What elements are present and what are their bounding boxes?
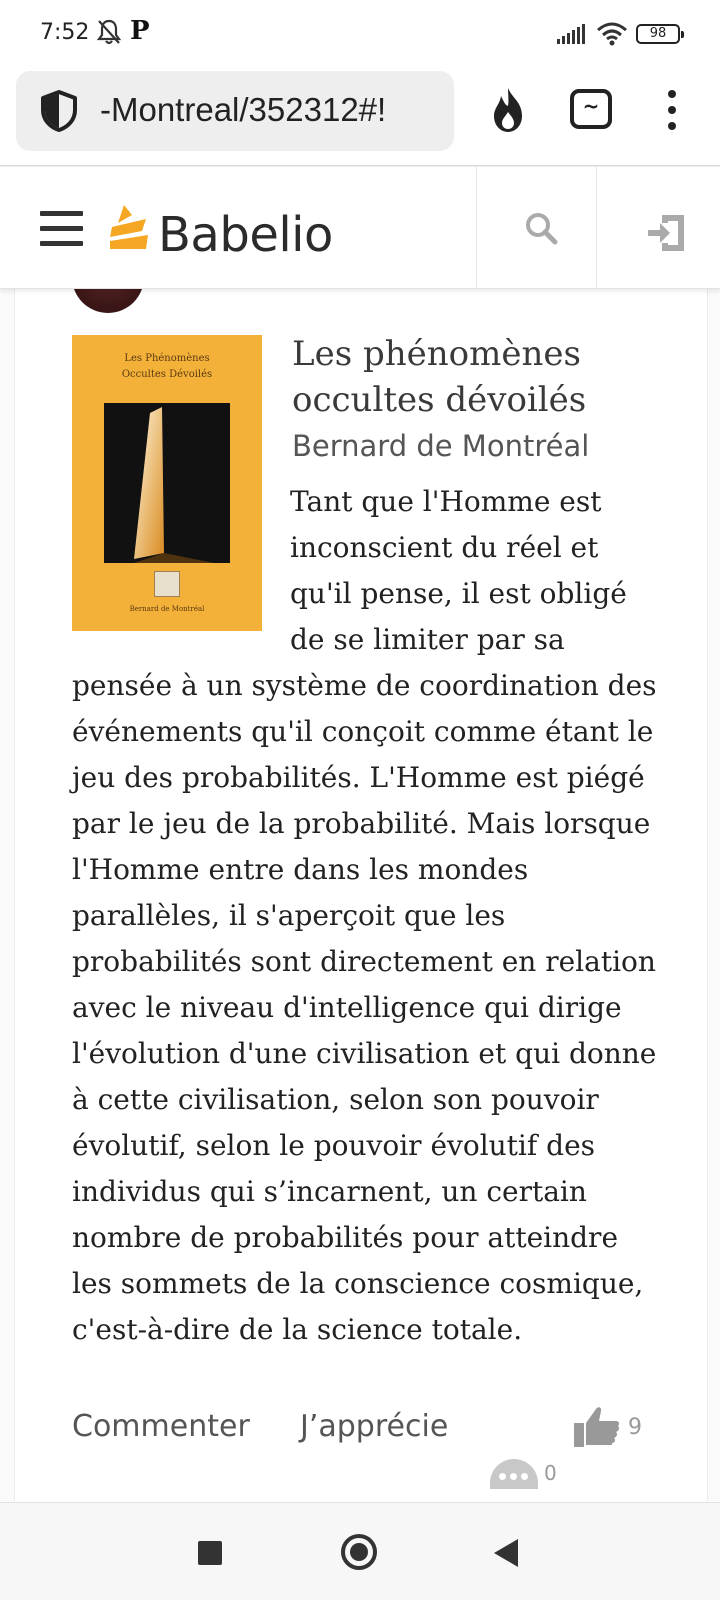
login-icon[interactable] <box>646 213 686 258</box>
cover-author: Bernard de Montréal <box>129 605 205 613</box>
tabs-symbol: ~ <box>582 94 600 118</box>
url-bar[interactable] <box>16 71 454 151</box>
like-button[interactable]: J’apprécie <box>300 1409 449 1444</box>
site-header <box>0 167 720 289</box>
header-divider <box>476 167 477 289</box>
bell-off-icon <box>96 18 122 51</box>
battery-icon: 98 <box>636 24 680 44</box>
status-bar <box>0 0 720 68</box>
back-button[interactable] <box>494 1539 518 1567</box>
url-text[interactable]: -Montreal/352312#! <box>100 91 387 128</box>
home-button[interactable] <box>341 1534 377 1570</box>
babelio-logo-icon[interactable] <box>108 203 150 256</box>
tabs-button[interactable] <box>570 89 612 129</box>
hamburger-menu-icon[interactable] <box>40 211 83 247</box>
browser-toolbar <box>0 68 720 166</box>
book-author[interactable]: Bernard de Montréal <box>292 429 590 463</box>
main-content <box>0 289 720 1501</box>
fire-icon[interactable] <box>488 86 528 139</box>
overflow-menu-icon[interactable] <box>666 90 678 130</box>
book-title[interactable]: Les phénomènes occultes dévoilés <box>292 334 587 420</box>
logo-text[interactable]: Babelio <box>158 207 333 263</box>
shield-icon[interactable] <box>38 89 80 138</box>
review-text: Tant que l'Homme est inconscient du réel et qu'il pense, il est obligé de se limiter par sa pensée à un système de coordination des événements qu'il conçoit comme étant le jeu des probabilités. L'Homme est piégé par le jeu de la probabilité. Mais lorsque l'Homme entre dans les mondes parallèles, il s'aperçoit que les probabilités sont directement en relation avec le niveau d'intelligence qui dirige l'évolution d'une civilisation et qui donne à cette civilisation, selon son pouvoir évolutif, selon le pouvoir évolutif des individus qui s’incarnent, un certain nombre de probabilités pour atteindre les sommets de la conscience cosmique, c'est-à-dire de la science totale. <box>72 485 657 1346</box>
status-time: 7:52 <box>40 20 90 45</box>
header-divider <box>596 167 597 289</box>
comment-count: 0 <box>544 1461 557 1485</box>
comment-button[interactable]: Commenter <box>72 1409 250 1444</box>
recents-button[interactable] <box>198 1541 222 1565</box>
like-count: 9 <box>628 1415 642 1440</box>
system-nav-bar <box>0 1502 720 1600</box>
search-icon[interactable] <box>524 211 558 250</box>
cover-float-spacer <box>72 479 290 657</box>
thumbs-up-icon[interactable] <box>574 1405 620 1452</box>
review-text-block <box>72 479 662 1353</box>
signal-icon <box>557 24 585 49</box>
wifi-icon <box>597 22 627 51</box>
review-actions <box>72 1405 662 1451</box>
cover-title: Les Phénomènes Occultes Dévoilés <box>121 353 213 380</box>
p-notification-icon: P <box>130 16 150 46</box>
